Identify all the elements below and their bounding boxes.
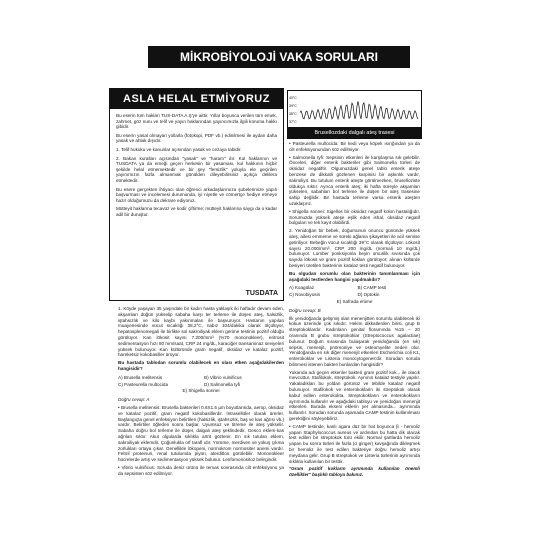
option-a: A) Koagülaz	[289, 285, 315, 291]
notice-paragraph: 2. Bakan kuralları açısından "yasak" ve "haram" dır. Kul haklarının ve TUSDATA ya da emeği geçen herkesin bir yasaması, kul hakkının hiçbir şekilde helal etmemektedir ve bir şey "fersizlik" yoluyla ele geçirilen yayınımızın fazla almanmak gönülden dileyebilirsiniz açıkça delilera etmektedir.	[116, 155, 277, 183]
notice-brand: TUSDATA	[245, 290, 278, 297]
option-a: A) Brusella melitensis	[118, 374, 163, 380]
answer-1: Doğru cevap: A	[118, 397, 150, 403]
question-2-options	[289, 285, 420, 304]
explanation-salmonella: • Salmonella tyfi: Sepsinin etkenleri ile karşılaşma sık gelebilir. Önceleri, diğer enterik bakteriler gibi Salmonella türleri de oksidaz negatiftir. Olgumuzdaki genel tablo enterik ateşe benzese de dikkatli gözlenen karpinisi bir aşkınlık vardır, sakroiliyit. Bu tutulum enterik ateşte görülmezken, bruselloziste oldukça sıktır. Ayrıca enterik ateş; iki hafta süreyle akşamları yükselen, sabahları bol terleme ile düşen bir ateş trasesine sahip değildir. Bir hastada terleme varsa enterik ateşten uzaklaşırız.	[289, 155, 420, 207]
notice-body	[110, 109, 283, 218]
notice-paragraph: Bu eserin tüm hakları TUS-DATA A.Ş'ye aittir. Yıllar boyunca verilen tüm emek, zahmet, göz nuru ve telif ve yayın haklarından yayıncımızla ilgili koruma hakkı gibidir.	[116, 113, 277, 130]
temp-label: 38°C	[289, 112, 297, 116]
notice-paragraph: Mütteyit haklarına tecavüz ve kodir çiftirme; mütteyit haklarına saygı da o kadar adil bir duruştur.	[116, 206, 277, 217]
option-e: E) Shigella sonnei	[182, 388, 220, 394]
notice-paragraph: Bu eserin yasal olmayan yollarla (fotokopi, PDF vb.) edinilmesi ile aydan daha yasak ve ahlak dışıdır.	[116, 132, 277, 144]
temp-label: 39°C	[289, 104, 297, 108]
right-column	[289, 141, 420, 480]
answer-2: Doğru cevap: B	[289, 307, 321, 313]
left-column	[118, 306, 284, 479]
option-e: E) Safrada eriime	[336, 298, 373, 304]
option-d: D) Optokin	[357, 292, 380, 298]
explanation-camp: • CAMP testinde, kanlı agara düz bir hat boyunca β - hemoliz yapan Staphylococcus aureus ve ardından bu hatta dik olacak test edilen bir streptokok türü ekilir. Normal şartlarda hemoliz yapan bu sonra türleri ile fazla (σ ginger) kavşağında dikleşmek bir hemoliz ile test edilen bakteriye doğru hemoliz artışı meydana gelir. Grup B streptokok ve Listeria türlerinin ayrımında sıklıkla kullanılan bir testtir.	[289, 424, 420, 465]
question-2: 2. Yenidoğan bir bebek, doğumunun onuncu gününde yüksek ateş, ailesi emmeme ve süreki ağlama şikayetleri ile acil servise getiriliyor. Bebeğin vücut sıcaklığı 39°C olarak ölçülüyor. Lökosit sayısı 20.000/mm³, CRP 200 mg/dL (normali 10 mg/dL) bulunuyor. Lomber ponksiyonla beyin omurilik sıvısında çok sayıda lökosit ve gram pozitif kokları görülüyor; alınan kültürde besiyeri üretilen bakterinin katalaz testi negatif bulunuyor.	[289, 228, 420, 268]
explanation-text: Yukarıda adı geçen etkenler bakteri gram pozitif kok... ile olacık mevcuttur. Stafilokok, streptokok. Aynının katalaz testiyle yapılır. Yakaladıkları bu yoldan görünüz ve tebilde katalaz negatif bulunuyor. Stafilokok ve enterokoklarin iki streptokok olarak kabul edilen enterokokta. Streptokokların ve enterokokların ayrımında kullanılır ve aşağıdaki tabloyu ve yenidoğan menenjit etkenleri. Burada ekseni eklerin yer almasında... ayrımında kullanılır. Sorudan sorunda aşamada CAMP testinin kullanılması gerektiğini söyleyebiliriz.	[289, 369, 420, 422]
question-2-prompt: Bu olgudan sorumlu olan bakterinin tanımlanması için aşağıdaki testlerden hangisi yapılmalıdır?	[289, 270, 420, 282]
page-title: MİKROBİYOLOJİ VAKA SORULARI	[148, 46, 410, 68]
option-b: B) Vibrio vulnificus	[204, 374, 242, 380]
option-c: C) Novobiyosin	[289, 292, 321, 298]
option-c: C) Pasteurella multocida	[118, 381, 169, 387]
explanation-pasteurella: • Pasteurella multocida: Bir kedi veya köpek ısırığından ya da cilt enfeksiyonundan söz edilmiyor.	[289, 141, 420, 153]
explanation-brucella: • Brusella melitensis: Brusella bakterileri 0.6X1.5 µm boyutlarında, aerop, oksidaz ve katalaz pozitif, gram negatif kokobasillerdir. İntrasellüler olarak ürerler. Başlangıçta genel enfeksiyon belirtileri (halsizlik, iştahsızlık, baş ve kas ağrısı vb.) vardır. Belirtiler öğleden sonra başlar. Uyumsuz ve titreme ile ateş yükselir. Sabaha doğru bol terleme ile düşer, dalgalı ateş şeklindedir. Gesco eklem-kas ağrıları sıktır. Akut olgularda sıklıkla artrit gözlenir. En sık tutulan eklem, sakroiliyak eklemdir. Çoğunlukla orf tarafl ıdır. Yürüme, merdiven ve yokuş çıkma zorlukları ortaya çıkar. Genellikle lökopeni, normokrom normositer anemi vardır. Febril proteinuri, renal tutulumda piyüri, aterditlon görülebilir. Mononükleer hücrelerde artış ve sedimentasyon yüksek bulunur. Lenfomonositoz belirgindir.	[118, 405, 284, 463]
question-1-options	[118, 375, 284, 394]
option-b: B) CAMP testi	[357, 285, 387, 291]
copyright-notice-box	[109, 88, 284, 301]
explanation-vibrio: • Vibrio vulnificus: Soruda deniz ürünü ile temas sonrasında cilt enfeksiyonu ya da sepsisten söz edilmiyor.	[118, 465, 284, 477]
figure-caption: Brusellozdaki dalgalı ateş trasesi	[287, 127, 422, 139]
explanation-shigella: • Shigella sonnei: Sigellos bir oksidaz negatif kolon hastalığıdır. Sorumuzda yüksek ateşe eşlik eden ishal, oksidaz negatif bulguları ve tek kayıt olabilirdi.	[289, 209, 420, 226]
fever-wave-figure	[287, 90, 422, 128]
temp-label: 37°C	[289, 120, 297, 124]
notice-paragraph: 1. Telif hukuku ve kanunlar açısından yasak ve cezaya tabidir.	[116, 146, 242, 152]
notice-title: ASLA HELAL ETMİYORUZ	[110, 89, 283, 109]
fever-wave-line	[300, 101, 418, 119]
notice-paragraph: Bu esere gerçekten ihtiyacı olan öğrenci arkadaşlarımıza şubelerimize yapılı başvurması ve incelemesi durumunda, iyi niyetle ve cömertçe hediye etmeye hazır olduğumuzu da dekrare ediyoruz.	[116, 186, 277, 203]
question-1: 1. Köyde yaşayan 35 yaşındaki bir kadın hasta yaklaşık iki haftadır devam eden, akşamları düğün yükselip sabaha karşı ter terleme ile düşen ateş, halsizlik, iştahsızlık ve kilo kaybı yakınmaları ile başvuruyor. Hastanın yapılan muayenesinde vücut sıcaklığı 38,2°C, nabız 104/dakika olarak ölçülüyor, hepatosplenomegali ile birlikte sol sakroiliyak eklem gerime testinin pozitif olduğu görülüyor. Kan lökosit sayısı 7.200/mm³ (%70 mononükleer), eritrosit sedimentasyon hızı 80 mm/saat, CRP 24 mg/dL, karaciğer transaminaz seviyeleri yüksek bulunuyor. Kan kültüründe gram negatif, oksidaz ve katalaz pozitif, hareketsiz kokobasiller ürüyor.	[118, 306, 284, 358]
question-1-prompt: Bu hastada tablodan sorumlu olabilecek en olası etken aşağıdakilerden hangisidir?	[118, 360, 284, 371]
option-d: D) Salmonella tyfi	[204, 381, 240, 387]
temp-label: 40°C	[289, 96, 297, 100]
fever-wave-graph	[288, 91, 421, 127]
table-reference-note: "Gram pozitif kokların ayrımında kullanılan önemli özellikler" başlıklı tabloya bakınız.	[289, 466, 420, 478]
explanation-text: İlk yenidoğanda gelişmiş olan menenjitten sorumlu olabilecek iki kokun üzerinde çok sıkıdır. Hekim dikkatlerden birisi, grup B streptokoklardır. Kadınların genital floramında %15 – 20 oranında B grubu streptokoklar (Streptococcus agalactiae) bulunur. Doğum sırasında bulaşarak yenidoğanda (en sık) sepsis, menenjit, pnömoniye ve osteomyelite neden olur. Yenidoğanda en sık diğer menenjit etkenleri Escherichia coli K1, enterokoklar ve Listeria monocytogenes'dir. Sorudan soruda bilinmesi istenen bakteri bunlardan hangisidir?	[289, 315, 420, 367]
